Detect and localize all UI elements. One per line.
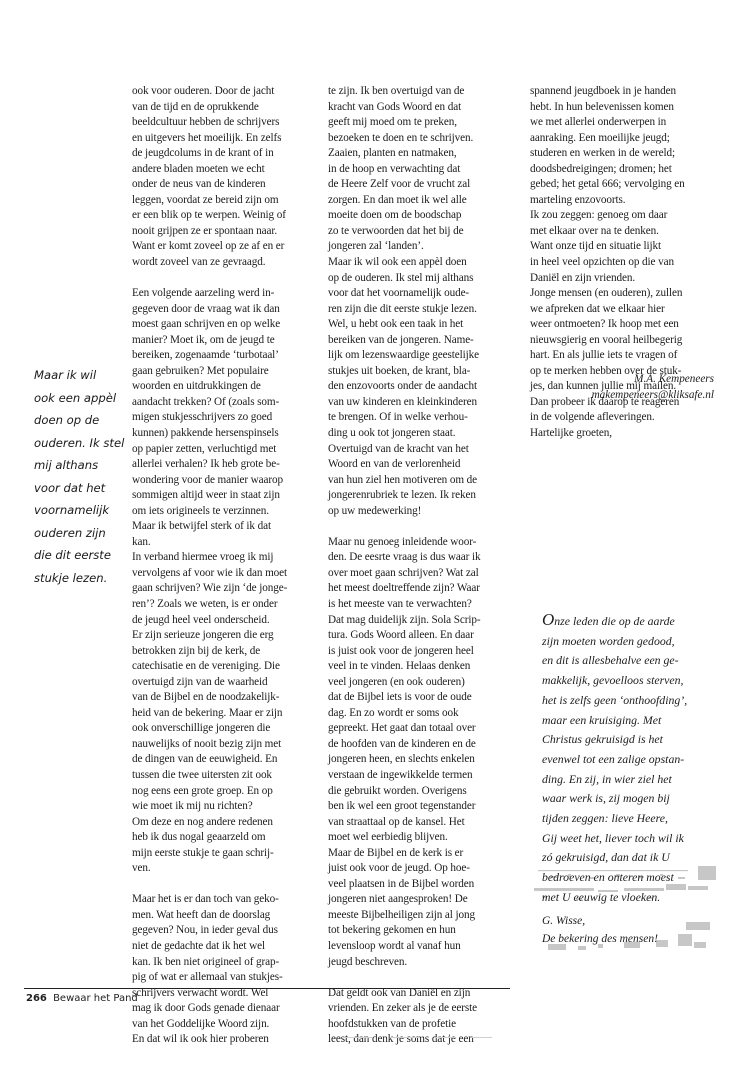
- scan-artifact-line: [345, 1037, 373, 1038]
- text-line: in heel veel opzichten op die van: [530, 256, 674, 269]
- text-line: met elkaar over na te denken.: [530, 224, 659, 237]
- text-line: jongeren niet aangesproken! De: [328, 893, 468, 906]
- text-line: de jeugd heel veel onderscheid.: [132, 613, 270, 626]
- text-line: pig of wat er allemaal van stukjes-: [132, 971, 283, 984]
- boxed-quote-line: Christus gekruisigd is het: [542, 732, 663, 747]
- boxed-quote-attribution: [542, 912, 658, 948]
- text-line: den. De eesrte vraag is dus waar ik: [328, 551, 481, 564]
- text-line: Maar de Bijbel en de kerk is er: [328, 846, 464, 859]
- text-line: verstaan de ingewikkelde termen: [328, 769, 473, 782]
- text-line: Want er komt zoveel op ze af en er: [132, 240, 285, 253]
- text-line: dag. En zo wordt er soms ook: [328, 706, 459, 719]
- scan-artifact-line: [434, 1037, 456, 1038]
- text-line: overtuigd zijn van de waarheid: [132, 675, 268, 688]
- text-line: tussen die twee uitersten zit ook: [132, 769, 272, 782]
- text-line: op papier zetten, verluchtigd met: [132, 442, 277, 455]
- text-line: wordt zoveel van ze gevraagd.: [132, 256, 266, 269]
- pull-quote: [34, 364, 124, 589]
- text-line: gegeven door de vraag wat ik dan: [132, 302, 280, 315]
- boxed-quote-text: [542, 610, 687, 908]
- boxed-quote-line: waar werk is, zij mogen bij: [542, 791, 670, 806]
- text-line: lijk om lezenswaardige geestelijke: [328, 349, 479, 362]
- paragraph-gap: [328, 970, 513, 986]
- text-line: van uw kinderen en kleinkinderen: [328, 395, 478, 408]
- text-line: moet wel eerbiedig blijven.: [328, 831, 448, 844]
- text-line: beeldcultuur hebben de schrijvers: [132, 116, 280, 129]
- text-line: de Heere Zelf voor de vrucht zal: [328, 178, 471, 191]
- text-line: de dingen van de eeuwigheid. En: [132, 753, 278, 766]
- text-line: tura. Gods Woord alleen. En daar: [328, 629, 474, 642]
- text-line: levensloop wordt al vanaf hun: [328, 940, 461, 953]
- text-line: gaan gebruiken? Met populaire: [132, 364, 269, 377]
- text-line: niet de gedachte dat ik het wel: [132, 939, 265, 952]
- text-line: jeugd beschreven.: [328, 955, 408, 968]
- text-line: we afpreken dat we elkaar hier: [530, 302, 665, 315]
- text-line: gebed; het getal 666; vervolging en: [530, 178, 685, 191]
- text-line: Maar nu genoeg inleidende woor-: [328, 535, 477, 548]
- scan-artifact-line: [390, 1037, 420, 1038]
- text-line: Dat mag duidelijk zijn. Sola Scrip-: [328, 613, 481, 626]
- text-line: en uitgevers het moeilijk. En zelfs: [132, 131, 282, 144]
- text-line: Ik zou zeggen: genoeg om daar: [530, 209, 668, 222]
- text-line: leggen, voordat ze bereid zijn om: [132, 193, 279, 206]
- text-line: mag ik door Gods genade dienaar: [132, 1002, 280, 1015]
- text-line: aanraking. Een moeilijke jeugd;: [530, 131, 670, 144]
- text-line: aandacht trekken? Of (zoals som-: [132, 395, 280, 408]
- text-line: kunnen) pakkende hersenspinsels: [132, 426, 279, 439]
- text-line: hebt. In hun belevenissen komen: [530, 100, 674, 113]
- publication-name: Bewaar het Pand: [53, 993, 138, 1004]
- text-line: kan.: [132, 535, 151, 548]
- text-line: nauwelijks of nooit bezig zijn met: [132, 737, 282, 750]
- text-line: van de tijd en de oprukkende: [132, 100, 259, 113]
- text-line: doodsbedreigingen; dromen; het: [530, 162, 672, 175]
- boxed-quote: [528, 604, 723, 974]
- text-line: veel jongeren (en ook ouderen): [328, 675, 465, 688]
- text-line: Er zijn serieuze jongeren die erg: [132, 629, 274, 642]
- text-line: de hoofden van de kinderen en de: [328, 737, 476, 750]
- text-line: ook voor ouderen. Door de jacht: [132, 85, 275, 97]
- boxed-quote-line: Gij weet het, liever toch wil ik: [542, 830, 684, 845]
- text-line: het meest doeltreffende zijn? Waar: [328, 582, 480, 595]
- text-line: van de Bijbel en de noodzakelijk-: [132, 691, 280, 704]
- boxed-quote-line: zó gekruisigd, dan dat ik U: [542, 850, 670, 865]
- paragraph-gap: [132, 271, 312, 287]
- text-line: Maar het is er dan toch van geko-: [132, 893, 279, 906]
- text-line: andere bladen moeten we echt: [132, 162, 265, 175]
- text-line: bereiken van de jongeren. Name-: [328, 333, 474, 346]
- boxed-quote-line: bedroeven en onteren moest: [542, 870, 674, 885]
- text-line: bezoeken te doen en te schrijven.: [328, 131, 474, 144]
- article-column-1: [132, 84, 312, 1048]
- text-line: geeft mij moed om te preken,: [328, 116, 457, 129]
- text-line: hoofdstukken van de profetie: [328, 1017, 456, 1030]
- text-line: meeste Bijbelheiligen zijn al jong: [328, 908, 475, 921]
- scan-artifact-line: [472, 1037, 492, 1038]
- text-line: En dat wil ik ook hier proberen: [132, 1033, 269, 1046]
- text-line: die gebruikt worden. Overigens: [328, 784, 467, 797]
- text-line: marteling enzovoorts.: [530, 193, 626, 206]
- text-line: is het meeste van te verwachten?: [328, 598, 472, 610]
- text-line: Woord en van de verlorenheid: [328, 458, 461, 471]
- text-line: allerlei verhalen? Ik heb grote be-: [132, 458, 280, 471]
- text-line: catechisatie en de vereniging. Die: [132, 660, 280, 673]
- text-line: In verband hiermee vroeg ik mij: [132, 551, 274, 564]
- boxed-quote-line: ding. En zij, in wier ziel het: [542, 771, 672, 786]
- text-line: Zaaien, planten en natmaken,: [328, 147, 457, 160]
- text-line: Dat geldt ook van Daniël en zijn: [328, 986, 471, 999]
- text-line: is juist ook voor de jongeren heel: [328, 644, 474, 657]
- boxed-quote-line: tijden zeggen: lieve Heere,: [542, 811, 668, 826]
- text-line: van hun ziel hen motiveren om de: [328, 473, 478, 486]
- boxed-quote-line: het is zelfs geen ‘onthoofding’,: [542, 692, 688, 707]
- text-line: studeren en werken in de wereld;: [530, 147, 675, 160]
- text-line: men. Wat heeft dan de doorslag: [132, 908, 271, 921]
- drop-initial: O: [542, 610, 555, 629]
- text-line: Wel, u hebt ook een taak in het: [328, 318, 464, 331]
- text-line: mijn eerste stukje te gaan schrij-: [132, 846, 274, 859]
- text-line: moeite doen om de boodschap: [328, 209, 462, 222]
- article-column-2: [328, 84, 513, 1048]
- text-line: juist ook voor de jeugd. Op hoe-: [328, 862, 470, 875]
- pull-quote-line: mij althans: [34, 458, 99, 472]
- text-line: vrienden. En zeker als je de eerste: [328, 1002, 478, 1015]
- text-line: nieuwsgierig en vooral heilbegerig: [530, 333, 683, 346]
- text-line: over moet gaan schrijven? Wat zal: [328, 566, 479, 579]
- text-line: veel in te vinden. Helaas denken: [328, 660, 471, 673]
- text-line: tot bekering gekomen en hun: [328, 924, 456, 937]
- text-line: sommigen altijd weer in staat zijn: [132, 489, 280, 502]
- text-line: jongeren heen, en slechts enkelen: [328, 753, 475, 766]
- text-line: ben ik wel een groot tegenstander: [328, 800, 476, 813]
- text-line: stukjes uit boeken, de krant, bla-: [328, 364, 471, 377]
- text-line: ding u ook tot jongeren staat.: [328, 427, 456, 440]
- text-line: manier? Moet ik, om de jeugd te: [132, 333, 275, 346]
- author-email: makempeneers@kliksafe.nl: [591, 388, 714, 401]
- footer-rule: [24, 988, 510, 989]
- pull-quote-line: ook een appèl: [34, 390, 117, 405]
- text-line: de jeugdcolums in de krant of in: [132, 147, 274, 160]
- text-line: jes, dan kunnen jullie mij mailen.: [530, 380, 677, 393]
- text-line: van straattaal op de kansel. Het: [328, 815, 465, 828]
- text-line: kan. Ik ben niet origineel of grap-: [132, 955, 280, 968]
- boxed-quote-line: makkelijk, gevoelloos sterven,: [542, 673, 684, 688]
- text-line: weer ontmoeten? Ik hoop met een: [530, 318, 679, 331]
- text-line: betrokken zijn bij de kerk, de: [132, 644, 261, 657]
- boxed-quote-line: evenwel tot een zalige opstan-: [542, 751, 685, 766]
- text-line: nog eens een grote groep. En op: [132, 784, 273, 797]
- text-line: nooit grijpen ze er spontaan naar.: [132, 224, 278, 237]
- text-line: Daniël en zijn vrienden.: [530, 271, 636, 284]
- text-line: vervolgens af voor wie ik dan moet: [132, 566, 288, 579]
- boxed-quote-author: G. Wisse,: [542, 915, 586, 927]
- pull-quote-line: ouderen. Ik stel: [34, 435, 125, 450]
- text-line: spannend jeugdboek in je handen: [530, 85, 677, 97]
- text-line: van het Goddelijke Woord zijn.: [132, 1017, 270, 1030]
- text-line: leest, dan denk je soms dat je een: [328, 1033, 474, 1046]
- paragraph-gap: [132, 877, 312, 893]
- text-line: gegeven? Nou, in ieder geval dus: [132, 924, 278, 937]
- pull-quote-line: doen op de: [34, 413, 100, 427]
- text-line: gepreekt. Het gaat dan totaal over: [328, 722, 476, 735]
- text-line: kracht van Gods Woord en dat: [328, 100, 462, 113]
- text-line: dat de Bijbel iets is voor de oude: [328, 691, 472, 704]
- text-line: Dan probeer ik daarop te reageren: [530, 395, 680, 408]
- text-line: om iets origineels te verzinnen.: [132, 504, 269, 517]
- text-line: op de ouderen. Ik stel mij althans: [328, 271, 474, 284]
- text-line: we met allerlei onderwerpen in: [530, 116, 667, 129]
- text-line: ren’? Zoals we weten, is er onder: [132, 598, 278, 610]
- text-line: wie moet ik mij nu richten?: [132, 800, 253, 813]
- text-line: te brengen. Of in welke verhou-: [328, 411, 468, 424]
- text-line: wondering voor de manier waarop: [132, 473, 283, 486]
- text-line: veel plaatsen in de Bijbel worden: [328, 877, 475, 890]
- pull-quote-line: die dit eerste: [34, 548, 111, 562]
- author-signature: [592, 372, 714, 403]
- text-line: ren zijn die dit eerste stukje lezen.: [328, 302, 477, 315]
- text-line: Om deze en nog andere redenen: [132, 815, 273, 828]
- text-line: schrijvers verwacht wordt. Wel: [132, 986, 269, 999]
- text-line: op uw medewerking!: [328, 504, 422, 517]
- text-line: onder de neus van de kinderen: [132, 178, 266, 191]
- text-line: jongeren zal ‘landen’.: [328, 240, 424, 253]
- boxed-quote-line: met U eeuwig te vloeken.: [542, 889, 661, 904]
- text-line: den enzovoorts onder de aandacht: [328, 380, 478, 393]
- text-line: migen stukjesschrijvers zo goed: [132, 411, 273, 424]
- text-line: zo te verwoorden dat het bij de: [328, 224, 464, 237]
- text-line: ook onverschillige jongeren die: [132, 722, 271, 735]
- text-line: voor dat het voornamelijk oude-: [328, 287, 470, 300]
- text-line: Een volgende aarzeling werd in-: [132, 287, 275, 300]
- boxed-quote-line: en dit is allesbehalve een ge-: [542, 653, 679, 668]
- page-footer: [26, 993, 138, 1004]
- text-line: er een blik op te werpen. Weinig of: [132, 209, 286, 222]
- text-line: gaan schrijven? Wie zijn ‘de jonge-: [132, 582, 288, 595]
- text-line: Overtuigd van de kracht van het: [328, 442, 469, 455]
- text-line: woorden en uitdrukkingen de: [132, 380, 261, 393]
- text-line: moest gaan schrijven en op welke: [132, 318, 281, 331]
- page-number: 266: [26, 993, 47, 1004]
- author-name: M.A. Kempeneers: [634, 373, 714, 385]
- boxed-quote-line: maar een kruisiging. Met: [542, 712, 662, 727]
- text-line: Want onze tijd en situatie lijkt: [530, 240, 662, 253]
- text-line: Maar ik wil ook een appèl doen: [328, 256, 467, 269]
- pull-quote-line: voor dat het: [34, 480, 106, 495]
- text-line: Maar ik betwijfel sterk of ik dat: [132, 520, 271, 533]
- text-line: te zijn. Ik ben overtuigd van de: [328, 85, 465, 97]
- text-line: in de hoop en verwachting dat: [328, 162, 461, 175]
- boxed-quote-source: De bekering des mensen!: [542, 933, 658, 945]
- paragraph-gap: [328, 519, 513, 535]
- text-line: ven.: [132, 862, 151, 875]
- text-line: jongerenrubriek te lezen. Ik reken: [328, 489, 476, 502]
- pull-quote-line: voornamelijk: [34, 503, 110, 517]
- text-line: Jonge mensen (en ouderen), zullen: [530, 287, 683, 300]
- text-line: in de volgende afleveringen.: [530, 411, 655, 424]
- boxed-quote-line: zijn moeten worden gedood,: [542, 633, 675, 648]
- boxed-quote-first-line: Onze leden die op de aarde: [542, 610, 675, 629]
- text-line: Hartelijke groeten,: [530, 427, 612, 440]
- text-line: heid van de bekering. Maar er zijn: [132, 706, 283, 719]
- pull-quote-line: stukje lezen.: [34, 570, 108, 585]
- text-line: hart. En als jullie iets te vragen of: [530, 349, 678, 362]
- text-line: zorgen. En dan moet ik wel alle: [328, 193, 467, 206]
- text-line: op te merken hebben over de stuk-: [530, 364, 682, 377]
- text-line: heb ik dus nogal geaarzeld om: [132, 831, 266, 844]
- pull-quote-line: Maar ik wil: [34, 368, 97, 382]
- pull-quote-line: ouderen zijn: [34, 525, 106, 540]
- text-line: bereiken, zogenaamde ‘turbotaal’: [132, 349, 279, 362]
